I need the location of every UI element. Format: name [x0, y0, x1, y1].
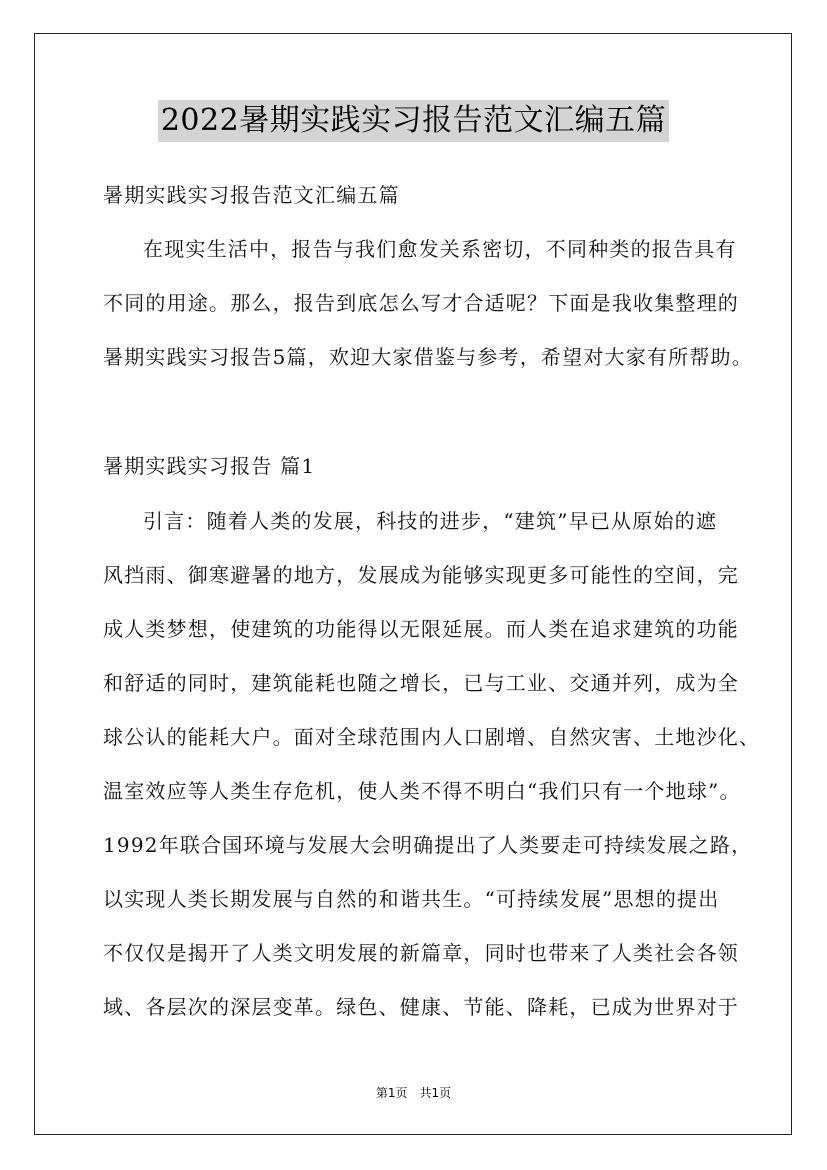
intro-line: 不同的用途。那么，报告到底怎么写才合适呢？下面是我收集整理的 [103, 291, 739, 315]
body-line: 1992年联合国环境与发展大会明确提出了人类要走可持续发展之路， [103, 833, 753, 857]
body-line: 温室效应等人类生存危机，使人类不得不明白“我们只有一个地球”。 [103, 779, 741, 803]
body-line: 域、各层次的深层变革。绿色、健康、节能、降耗，已成为世界对于 [103, 995, 739, 1019]
title-container [0, 100, 827, 142]
body-line: 风挡雨、御寒避暑的地方，发展成为能够实现更多可能性的空间，完 [103, 563, 739, 587]
section-heading: 暑期实践实习报告 篇1 [103, 454, 316, 478]
body-line: 不仅仅是揭开了人类文明发展的新篇章，同时也带来了人类社会各领 [103, 941, 739, 965]
body-line: 引言：随着人类的发展，科技的进步，“建筑”早已从原始的遮 [143, 509, 718, 533]
page-footer: 第1页 共1页 [375, 1086, 452, 1100]
intro-line: 暑期实践实习报告5篇，欢迎大家借鉴与参考，希望对大家有所帮助。 [103, 345, 753, 369]
document-subtitle: 暑期实践实习报告范文汇编五篇 [103, 183, 400, 207]
document-title: 2022暑期实践实习报告范文汇编五篇 [158, 100, 669, 142]
body-line: 以实现人类长期发展与自然的和谐共生。“可持续发展”思想的提出 [103, 887, 720, 911]
body-line: 球公认的能耗大户。面对全球范围内人口剧增、自然灾害、土地沙化、 [103, 725, 761, 749]
intro-line: 在现实生活中，报告与我们愈发关系密切，不同种类的报告具有 [143, 237, 737, 261]
body-line: 和舒适的同时，建筑能耗也随之增长，已与工业、交通并列，成为全 [103, 671, 739, 695]
body-line: 成人类梦想，使建筑的功能得以无限延展。而人类在追求建筑的功能 [103, 617, 739, 641]
